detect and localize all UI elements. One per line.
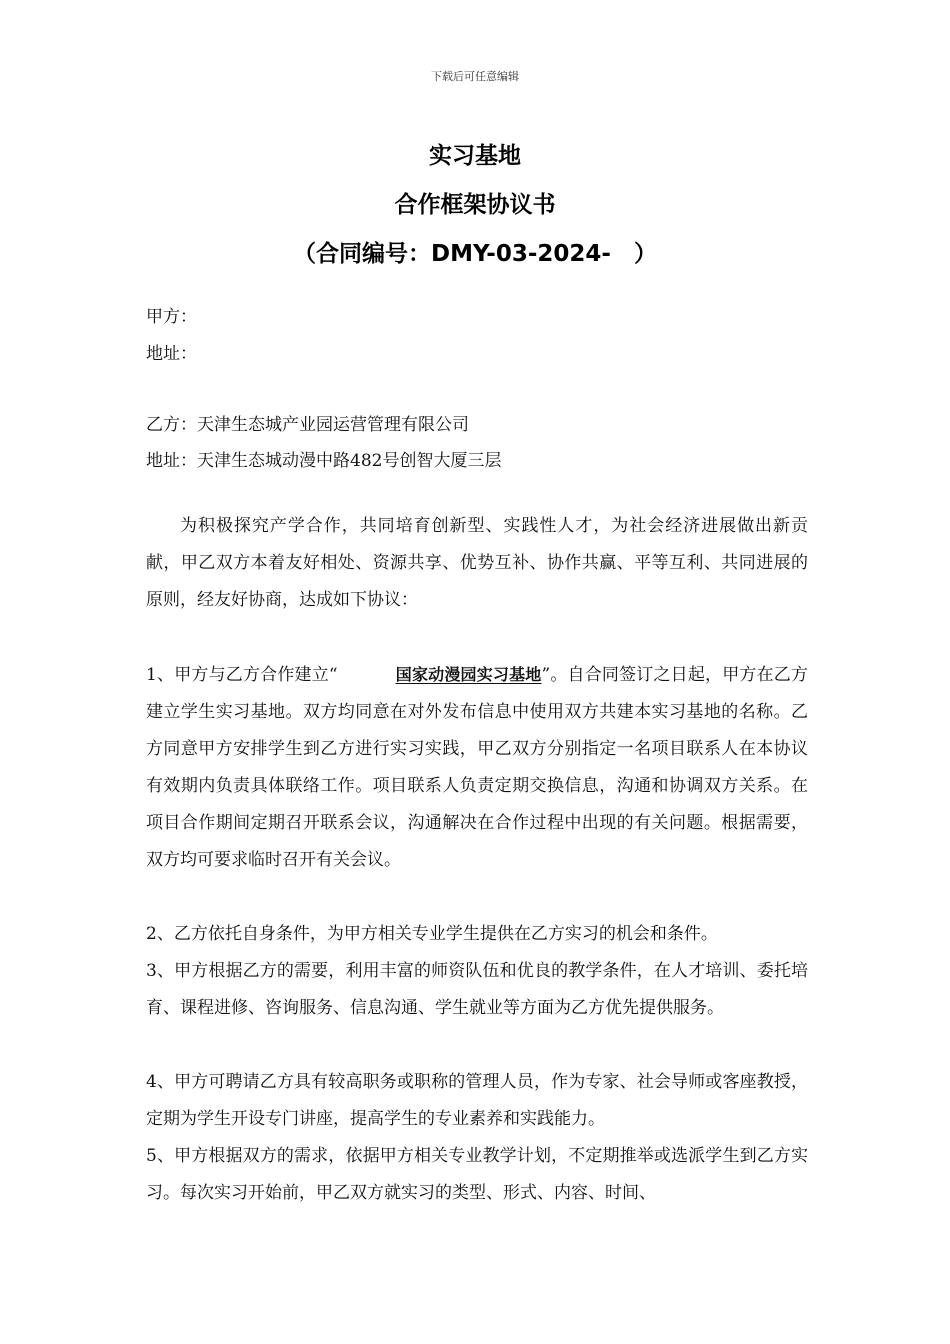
clause-1-body: ”。自合同签订之日起，甲方在乙方建立学生实习基地。双方均同意在对外发布信息中使用双方共建本实习基地的名称。乙方同意甲方安排学生到乙方进行实习实践，甲乙双方分别指定一名项目联系人在本协议有效期内负责具体联络工作。项目联系人负责定期交换信息，沟通和协调双方关系。在项目合作期间定期召开联系会议，沟通解决在合作过程中出现的有关问题。根据需要，双方均可要求临时召开有关会议。 — [146, 665, 808, 870]
base-name: 国家动漫园实习基地 — [395, 665, 542, 684]
clause-4: 4、甲方可聘请乙方具有较高职务或职称的管理人员，作为专家、社会导师或客座教授，定期为学生开设专门讲座，提高学生的专业素养和实践能力。 — [146, 1072, 808, 1129]
clause-5: 5、甲方根据双方的需求，依据甲方相关专业教学计划，不定期推举或选派学生到乙方实习。每次实习开始前，甲乙双方就实习的类型、形式、内容、时间、 — [146, 1146, 808, 1203]
document-subtitle: 合作框架协议书 — [394, 192, 556, 218]
clause-3: 3、甲方根据乙方的需要，利用丰富的师资队伍和优良的教学条件，在人才培训、委托培育、课程进修、咨询服务、信息沟通、学生就业等方面为乙方优先提供服务。 — [146, 961, 808, 1018]
party-a-address: 地址： — [146, 344, 197, 364]
party-a-label: 甲方： — [146, 307, 197, 327]
clause-2: 2、乙方依托自身条件，为甲方相关专业学生提供在乙方实习的机会和条件。 — [146, 924, 718, 944]
contract-number: （合同编号：DMY-03-2024- ） — [293, 241, 657, 267]
header-note: 下载后可任意编辑 — [431, 70, 519, 83]
clause-1 — [146, 656, 808, 879]
party-b-label: 乙方：天津生态城产业园运营管理有限公司 — [146, 415, 469, 435]
intro-paragraph: 为积极探究产学合作，共同培育创新型、实践性人才，为社会经济进展做出新贡献，甲乙双方本着友好相处、资源共享、优势互补、协作共赢、平等互利、共同进展的原则，经友好协商，达成如下协议： — [146, 516, 808, 610]
party-b-address: 地址：天津生态城动漫中路482号创智大厦三层 — [146, 451, 502, 471]
document-title: 实习基地 — [429, 143, 521, 169]
clause-1-prefix: 1、甲方与乙方合作建立“ — [146, 665, 338, 685]
